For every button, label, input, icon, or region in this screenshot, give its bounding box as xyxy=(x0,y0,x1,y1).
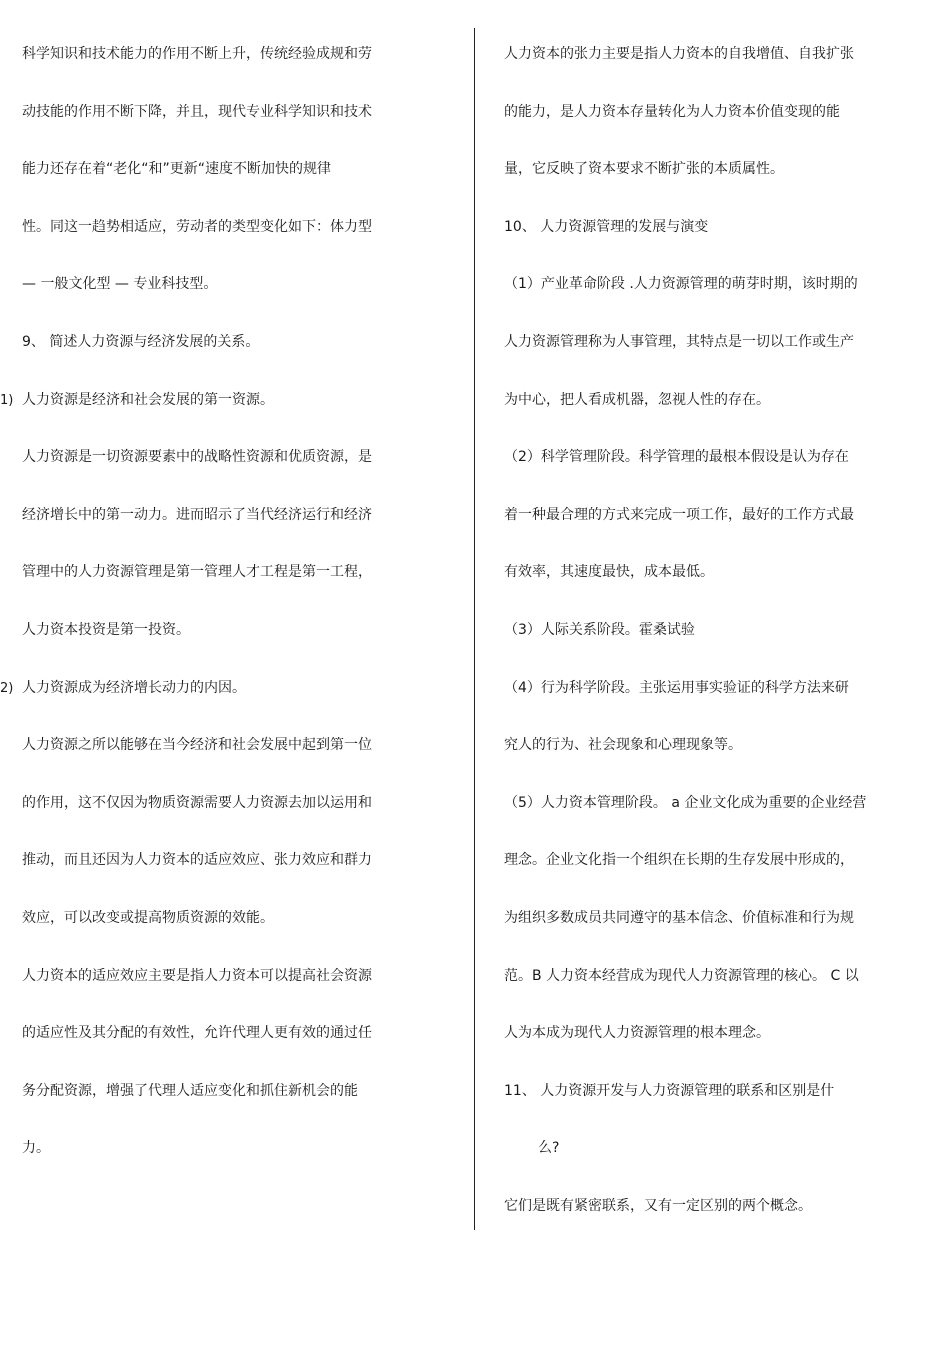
text-line: 它们是既有紧密联系，又有一定区别的两个概念。 xyxy=(504,1197,812,1214)
list-item-text: 人力资源成为经济增长动力的内因。 xyxy=(22,679,246,696)
list-marker: 1) xyxy=(0,392,14,408)
text-line: 着一种最合理的方式来完成一项工作，最好的工作方式最 xyxy=(504,506,854,523)
text-line: 人力资源管理称为人事管理，其特点是一切以工作或生产 xyxy=(504,333,854,350)
question-heading: 10、 人力资源管理的发展与演变 xyxy=(504,218,709,235)
text-line: 人力资本的张力主要是指人力资本的自我增值、自我扩张 xyxy=(504,46,854,62)
text-line: 科学知识和技术能力的作用不断上升，传统经验成规和劳 xyxy=(22,46,372,62)
text-line: 经济增长中的第一动力。进而昭示了当代经济运行和经济 xyxy=(22,506,372,523)
text-line: （5）人力资本管理阶段。 a 企业文化成为重要的企业经营 xyxy=(504,794,867,811)
text-line: 能力还存在着“老化“和”更新“速度不断加快的规律 xyxy=(22,161,332,178)
column-divider xyxy=(474,28,475,1230)
text-line: 性。同这一趋势相适应，劳动者的类型变化如下：体力型 xyxy=(22,218,372,235)
text-line: 有效率，其速度最快，成本最低。 xyxy=(504,564,714,581)
text-line: 人力资本的适应效应主要是指人力资本可以提高社会资源 xyxy=(22,967,372,984)
list-marker: 2) xyxy=(0,680,14,696)
text-line: 量，它反映了资本要求不断扩张的本质属性。 xyxy=(504,161,784,178)
text-line: 为中心，把人看成机器，忽视人性的存在。 xyxy=(504,391,770,408)
question-heading: 9、 简述人力资源与经济发展的关系。 xyxy=(22,333,260,350)
text-line: 么? xyxy=(538,1140,560,1157)
text-line: （4）行为科学阶段。主张运用事实验证的科学方法来研 xyxy=(504,679,849,696)
text-line: 力。 xyxy=(22,1140,50,1157)
text-line: 人为本成为现代人力资源管理的根本理念。 xyxy=(504,1025,770,1042)
text-line: 效应，可以改变或提高物质资源的效能。 xyxy=(22,909,274,926)
text-line: 人力资本投资是第一投资。 xyxy=(22,621,190,638)
text-line: 的作用，这不仅因为物质资源需要人力资源去加以运用和 xyxy=(22,794,372,811)
text-line: （1）产业革命阶段 .人力资源管理的萌芽时期，该时期的 xyxy=(504,276,858,293)
text-line: （3）人际关系阶段。霍桑试验 xyxy=(504,621,695,638)
text-line: 的能力，是人力资本存量转化为人力资本价值变现的能 xyxy=(504,103,840,120)
text-line: 动技能的作用不断下降，并且，现代专业科学知识和技术 xyxy=(22,103,372,120)
text-line: 推动，而且还因为人力资本的适应效应、张力效应和群力 xyxy=(22,852,372,869)
text-line: （2）科学管理阶段。科学管理的最根本假设是认为存在 xyxy=(504,449,849,466)
text-line: 为组织多数成员共同遵守的基本信念、价值标准和行为规 xyxy=(504,909,854,926)
list-item-text: 人力资源是经济和社会发展的第一资源。 xyxy=(22,391,274,408)
text-line: 人力资源之所以能够在当今经济和社会发展中起到第一位 xyxy=(22,737,372,754)
text-line: 务分配资源，增强了代理人适应变化和抓住新机会的能 xyxy=(22,1082,358,1099)
left-column xyxy=(0,40,420,1192)
text-line: 范。B 人力资本经营成为现代人力资源管理的核心。 C 以 xyxy=(504,967,859,984)
text-line: 管理中的人力资源管理是第一管理人才工程是第一工程， xyxy=(22,564,372,581)
text-line: 的适应性及其分配的有效性，允许代理人更有效的通过任 xyxy=(22,1025,372,1042)
text-line: 究人的行为、社会现象和心理现象等。 xyxy=(504,737,742,754)
list-item xyxy=(0,674,420,732)
text-line: 人力资源是一切资源要素中的战略性资源和优质资源，是 xyxy=(22,449,372,466)
list-item xyxy=(0,386,420,444)
text-line: 理念。企业文化指一个组织在长期的生存发展中形成的， xyxy=(504,852,854,869)
question-heading: 11、 人力资源开发与人力资源管理的联系和区别是什 xyxy=(504,1082,835,1099)
text-line: — 一般文化型 — 专业科技型。 xyxy=(22,276,218,293)
right-column xyxy=(504,40,944,1249)
